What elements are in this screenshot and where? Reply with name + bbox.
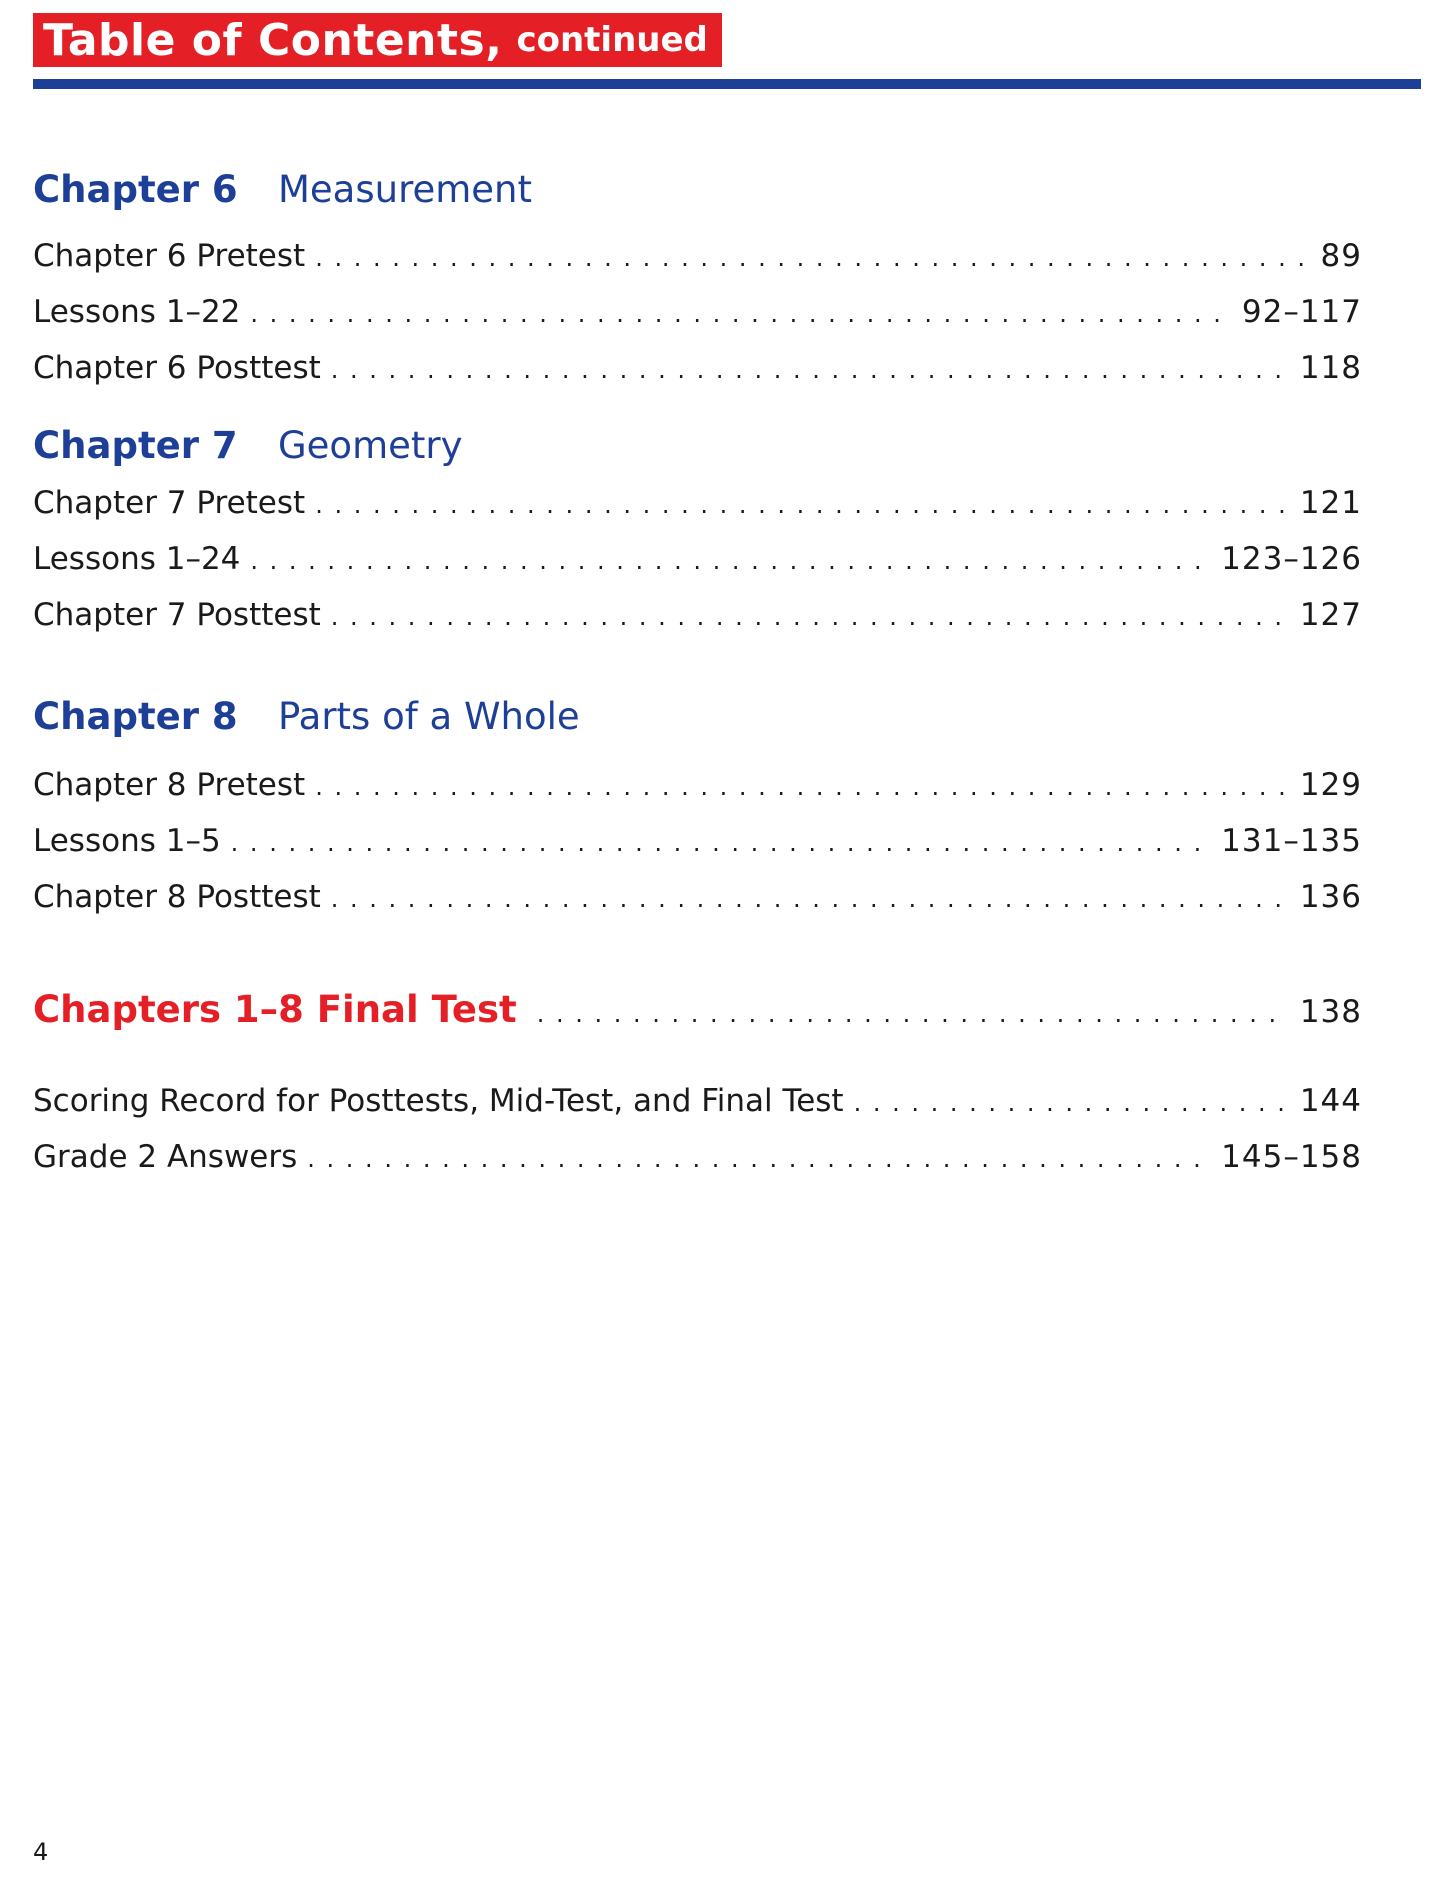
toc-entry[interactable] <box>33 350 1362 386</box>
dot-leader <box>537 1000 1290 1028</box>
toc-entry[interactable] <box>33 597 1362 633</box>
chapter-label: Chapter 6 <box>33 168 238 211</box>
page-title: Table of Contents, <box>43 14 503 66</box>
toc-entry-label: Chapter 8 Posttest <box>33 879 321 915</box>
toc-entry-label: Chapter 6 Pretest <box>33 238 306 274</box>
dot-leader <box>331 885 1290 913</box>
toc-entry-label: Lessons 1–5 <box>33 823 221 859</box>
toc-entry[interactable] <box>33 238 1362 274</box>
chapter-label: Chapter 8 <box>33 695 238 738</box>
chapter-label: Chapter 7 <box>33 424 238 467</box>
final-test-entry[interactable] <box>33 988 1362 1031</box>
chapter-heading-7 <box>33 424 463 467</box>
dot-leader <box>315 244 1310 272</box>
toc-entry[interactable] <box>33 541 1362 577</box>
dot-leader <box>331 603 1290 631</box>
toc-entry-label: Grade 2 Answers <box>33 1139 298 1175</box>
toc-entry-page: 89 <box>1320 238 1362 274</box>
toc-entry-page: 123–126 <box>1221 541 1362 577</box>
toc-entry-scoring-record[interactable] <box>33 1083 1362 1119</box>
final-test-label: Chapters 1–8 Final Test <box>33 988 517 1031</box>
dot-leader <box>854 1089 1290 1117</box>
toc-entry[interactable] <box>33 294 1362 330</box>
toc-entry-label: Chapter 7 Pretest <box>33 485 306 521</box>
toc-entry[interactable] <box>33 879 1362 915</box>
chapter-name: Geometry <box>278 424 463 467</box>
toc-entry-page: 136 <box>1299 879 1362 915</box>
dot-leader <box>250 547 1211 575</box>
toc-entry-page: 144 <box>1299 1083 1362 1119</box>
toc-entry-page: 129 <box>1299 767 1362 803</box>
dot-leader <box>315 491 1290 519</box>
toc-entry[interactable] <box>33 767 1362 803</box>
toc-entry-label: Chapter 6 Posttest <box>33 350 321 386</box>
dot-leader <box>331 356 1290 384</box>
header-title-banner <box>33 13 722 67</box>
toc-entry-label: Chapter 7 Posttest <box>33 597 321 633</box>
dot-leader <box>315 773 1290 801</box>
toc-entry-label: Scoring Record for Posttests, Mid-Test, and Final Test <box>33 1083 844 1119</box>
chapter-name: Parts of a Whole <box>278 695 580 738</box>
chapter-name: Measurement <box>278 168 533 211</box>
toc-entry-page: 92–117 <box>1241 294 1362 330</box>
chapter-heading-8 <box>33 695 580 738</box>
dot-leader <box>307 1145 1211 1173</box>
toc-entry[interactable] <box>33 485 1362 521</box>
chapter-heading-6 <box>33 168 532 211</box>
header-divider <box>33 79 1421 89</box>
toc-entry-page: 121 <box>1299 485 1362 521</box>
dot-leader <box>231 829 1211 857</box>
toc-entry-label: Lessons 1–22 <box>33 294 241 330</box>
toc-entry-page: 118 <box>1299 350 1362 386</box>
toc-entry-answers[interactable] <box>33 1139 1362 1175</box>
dot-leader <box>250 300 1231 328</box>
page-title-continued: continued <box>516 20 708 60</box>
toc-entry-page: 145–158 <box>1221 1139 1362 1175</box>
toc-entry[interactable] <box>33 823 1362 859</box>
toc-entry-label: Chapter 8 Pretest <box>33 767 306 803</box>
page-number: 4 <box>33 1838 49 1866</box>
toc-entry-label: Lessons 1–24 <box>33 541 241 577</box>
final-test-page: 138 <box>1299 994 1362 1030</box>
toc-entry-page: 127 <box>1299 597 1362 633</box>
toc-entry-page: 131–135 <box>1221 823 1362 859</box>
